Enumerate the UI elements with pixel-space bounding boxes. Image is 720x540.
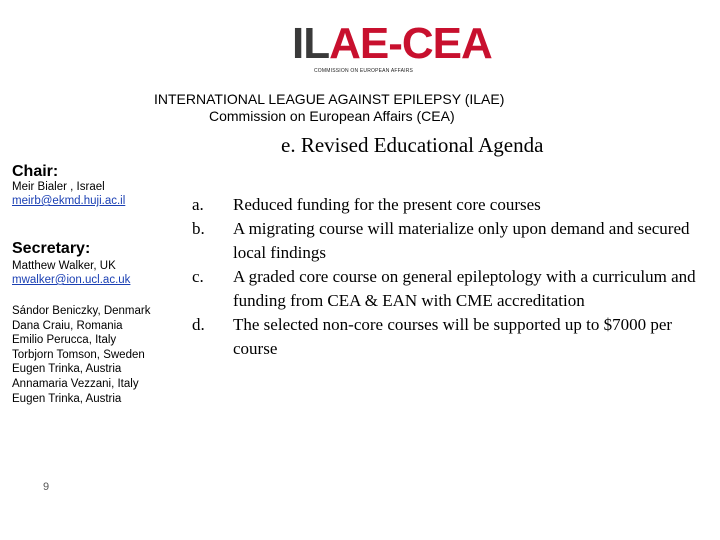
logo-wordmark bbox=[292, 20, 492, 68]
logo-part-il: IL bbox=[292, 19, 330, 68]
member-item: Emilio Perucca, Italy bbox=[12, 334, 117, 347]
organization-name: INTERNATIONAL LEAGUE AGAINST EPILEPSY (ILAE) bbox=[154, 91, 505, 107]
member-item: Dana Craiu, Romania bbox=[12, 319, 123, 332]
secretary-email-link[interactable]: mwalker@ion.ucl.ac.uk bbox=[12, 274, 131, 286]
secretary-heading: Secretary: bbox=[12, 240, 91, 257]
chair-heading: Chair: bbox=[12, 163, 59, 180]
agenda-marker: c. bbox=[192, 267, 204, 286]
member-list bbox=[12, 304, 150, 406]
chair-email-link[interactable]: meirb@ekmd.huji.ac.il bbox=[12, 195, 126, 207]
agenda-item bbox=[192, 313, 712, 361]
logo-subtitle: COMMISSION ON EUROPEAN AFFAIRS bbox=[314, 68, 414, 74]
member-item: Eugen Trinka, Austria bbox=[12, 363, 122, 376]
agenda-marker: a. bbox=[192, 195, 204, 214]
agenda-item bbox=[192, 265, 712, 313]
logo-part-ae: AE bbox=[329, 19, 389, 68]
ilae-cea-logo bbox=[292, 19, 492, 76]
chair-name: Meir Bialer , Israel bbox=[12, 181, 105, 193]
commission-name: Commission on European Affairs (CEA) bbox=[209, 108, 455, 124]
agenda-text: Reduced funding for the present core courses bbox=[233, 195, 541, 214]
member-item: Annamaria Vezzani, Italy bbox=[12, 377, 139, 390]
logo-part-cea: -CEA bbox=[388, 19, 492, 68]
agenda-text: The selected non-core courses will be supported up to $7000 per course bbox=[233, 315, 673, 358]
agenda-text: A graded core course on general epileptology with a curriculum and funding from CEA & EAN with CME accreditation bbox=[233, 267, 696, 310]
agenda-marker: b. bbox=[192, 219, 205, 238]
agenda-item bbox=[192, 217, 712, 265]
slide-title: e. Revised Educational Agenda bbox=[281, 133, 544, 157]
member-item: Eugen Trinka, Austria bbox=[12, 392, 122, 405]
secretary-name: Matthew Walker, UK bbox=[12, 260, 116, 272]
page-number: 9 bbox=[43, 481, 50, 493]
agenda-list bbox=[192, 193, 712, 361]
member-item: Sándor Beniczky, Denmark bbox=[12, 305, 151, 317]
agenda-text: A migrating course will materialize only upon demand and secured local findings bbox=[233, 219, 690, 262]
member-item: Torbjorn Tomson, Sweden bbox=[12, 348, 145, 361]
agenda-item bbox=[192, 193, 712, 217]
agenda-marker: d. bbox=[192, 315, 205, 334]
